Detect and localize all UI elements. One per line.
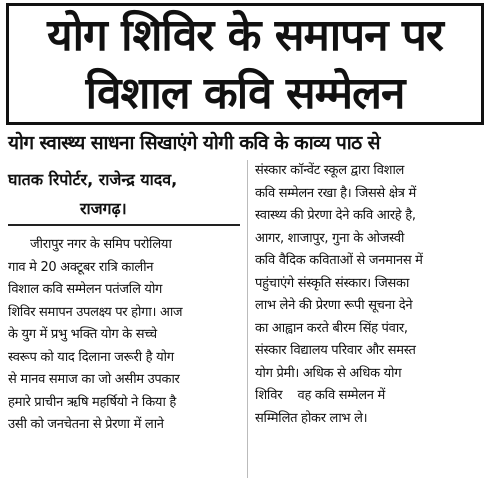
article-line: संस्कार कॉन्वेंट स्कूल द्वारा विशाल	[255, 163, 405, 178]
article-line: हमारे प्राचीन ऋषि महर्षियो ने किया है	[8, 394, 176, 410]
subheadline: योग स्वास्थ्य साधना सिखाएंगे योगी कवि के काव्य पाठ से	[8, 132, 380, 154]
article-line: स्वरूप को याद दिलाना जरूरी है योग	[8, 349, 174, 365]
article-line: योग प्रेमी। अधिक से अधिक योग	[255, 365, 402, 381]
article-column-right	[255, 160, 483, 430]
article-line: सम्मिलित होकर लाभ ले।	[255, 410, 368, 426]
article-line: से मानव समाज का जो असीम उपकार	[8, 372, 180, 387]
headline-line-2: विशाल कवि सम्मेलन	[85, 68, 405, 119]
article-line: गाव मे 20 अक्टूबर रात्रि कालीन	[8, 259, 154, 275]
article-line: लाभ लेने की प्रेरणा रूपी सूचना देने	[255, 298, 413, 313]
article-line: कवि वैदिक कविताओं से जनमानस में	[255, 253, 423, 268]
article-line: शिविर समापन उपलक्ष्य पर होगा। आज	[8, 304, 183, 320]
byline-divider	[8, 224, 240, 226]
article-line: संस्कार विद्यालय परिवार और समस्त	[255, 343, 416, 358]
article-line: स्वास्थ्य की प्रेरणा देने कवि आरहे है,	[255, 208, 416, 223]
headline-line-1: योग शिविर के समापन पर	[47, 10, 443, 61]
headline-box	[6, 3, 484, 125]
column-separator	[247, 160, 248, 478]
article-line: कवि सम्मेलन रखा है। जिससे क्षेत्र में	[255, 185, 416, 201]
byline-place: राजगढ़।	[80, 199, 127, 218]
article-line: शिविर वह कवि सम्मेलन में	[255, 388, 386, 403]
byline-reporter: घातक रिपोर्टर, राजेन्द्र यादव,	[8, 170, 178, 189]
article-line: आगर, शाजापुर, गुना के ओजस्वी	[255, 230, 405, 246]
article-line: विशाल कवि सम्मेलन पतंजलि योग	[8, 282, 163, 297]
article-line: पहुंचाएंगे संस्कृति संस्कार। जिसका	[255, 275, 410, 291]
article-line: जीरापुर नगर के समिप परोलिया	[30, 237, 172, 252]
article-line: के युग में प्रभु भक्ति योग के सच्चे	[8, 327, 157, 342]
article-column-left	[8, 234, 240, 437]
article-line: का आह्वान करते बीरम सिंह पंवार,	[255, 320, 408, 336]
article-line: उसी को जनचेतना से प्रेरणा में लाने	[8, 417, 164, 432]
